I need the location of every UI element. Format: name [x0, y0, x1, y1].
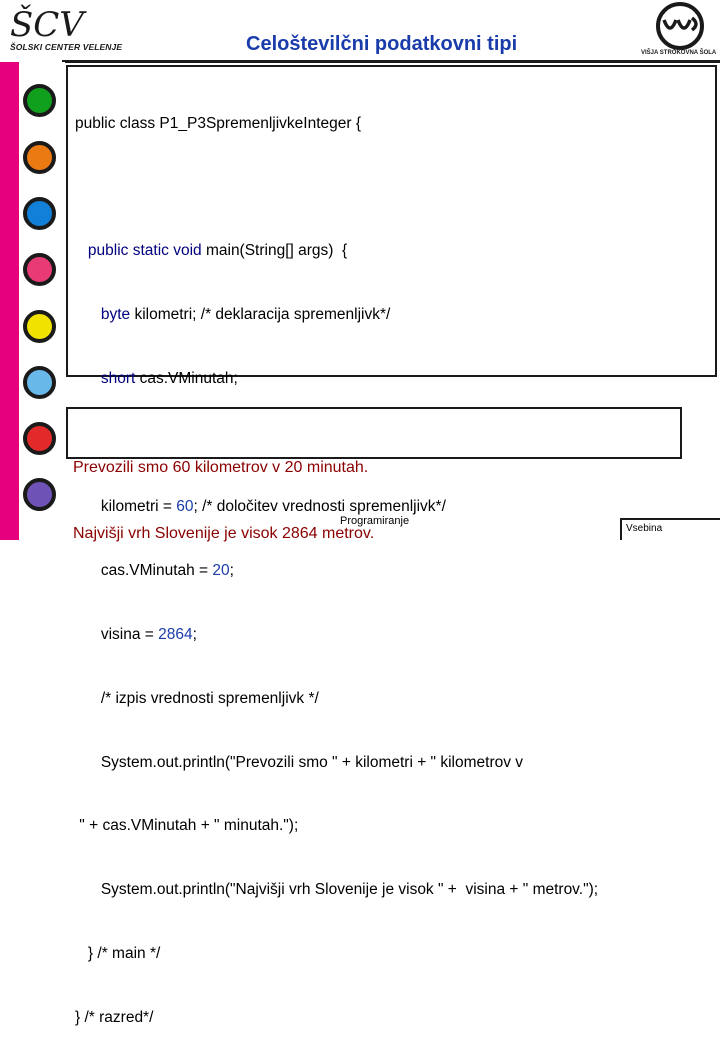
nav-dot-lightblue[interactable]	[23, 366, 56, 399]
code-line: } /* main */	[87, 945, 161, 963]
nav-dots	[19, 62, 65, 540]
code-line: public class P1_P3SpremenljivkeInteger {	[75, 114, 362, 132]
nav-dot-green[interactable]	[23, 84, 56, 117]
code-line: byte kilometri; /* deklaracija spremenljivk*/	[100, 306, 391, 324]
footer-course: Programiranje	[340, 515, 410, 527]
code-line: System.out.println("Najvišji vrh Slovenije je visok " + visina + " metrov.");	[100, 881, 599, 899]
nav-dot-pink[interactable]	[23, 253, 56, 286]
nav-dot-orange[interactable]	[23, 141, 56, 174]
code-line: /* izpis vrednosti spremenljivk */	[100, 689, 319, 707]
page-title: Celoštevilčni podatkovni tipi	[246, 33, 518, 55]
contents-button[interactable]	[620, 518, 720, 540]
output-line: Najvišji vrh Slovenije je visok 2864 metrov.	[73, 525, 375, 542]
code-line: } /* razred*/	[75, 1009, 154, 1027]
code-line: cas.VMinutah = 20;	[100, 561, 234, 579]
code-line	[75, 176, 598, 197]
contents-button-label: Vsebina	[626, 523, 663, 534]
code-line: " + cas.VMinutah + " minutah.");	[75, 817, 299, 835]
school-logo-mark: ŠCV	[10, 5, 84, 45]
output-line: Prevozili smo 60 kilometrov v 20 minutah.	[73, 459, 369, 476]
nav-dot-purple[interactable]	[23, 478, 56, 511]
school-logo-text: ŠOLSKI CENTER VELENJE	[10, 42, 123, 52]
program-output	[73, 413, 374, 567]
nav-dot-red[interactable]	[23, 422, 56, 455]
code-line: kilometri = 60; /* določitev vrednosti spremenljivk*/	[100, 497, 446, 515]
code-line: short cas.VMinutah;	[100, 370, 238, 388]
nav-dot-blue[interactable]	[23, 197, 56, 230]
header-divider	[62, 60, 720, 63]
code-line: System.out.println("Prevozili smo " + kilometri + " kilometrov v	[100, 753, 524, 771]
college-logo-text: VIŠJA STROKOVNA ŠOLA	[641, 50, 717, 56]
left-accent-bar	[0, 62, 19, 540]
code-line: public static void main(String[] args) {	[87, 242, 348, 260]
nav-dot-yellow[interactable]	[23, 310, 56, 343]
code-line: visina = 2864;	[100, 625, 197, 643]
